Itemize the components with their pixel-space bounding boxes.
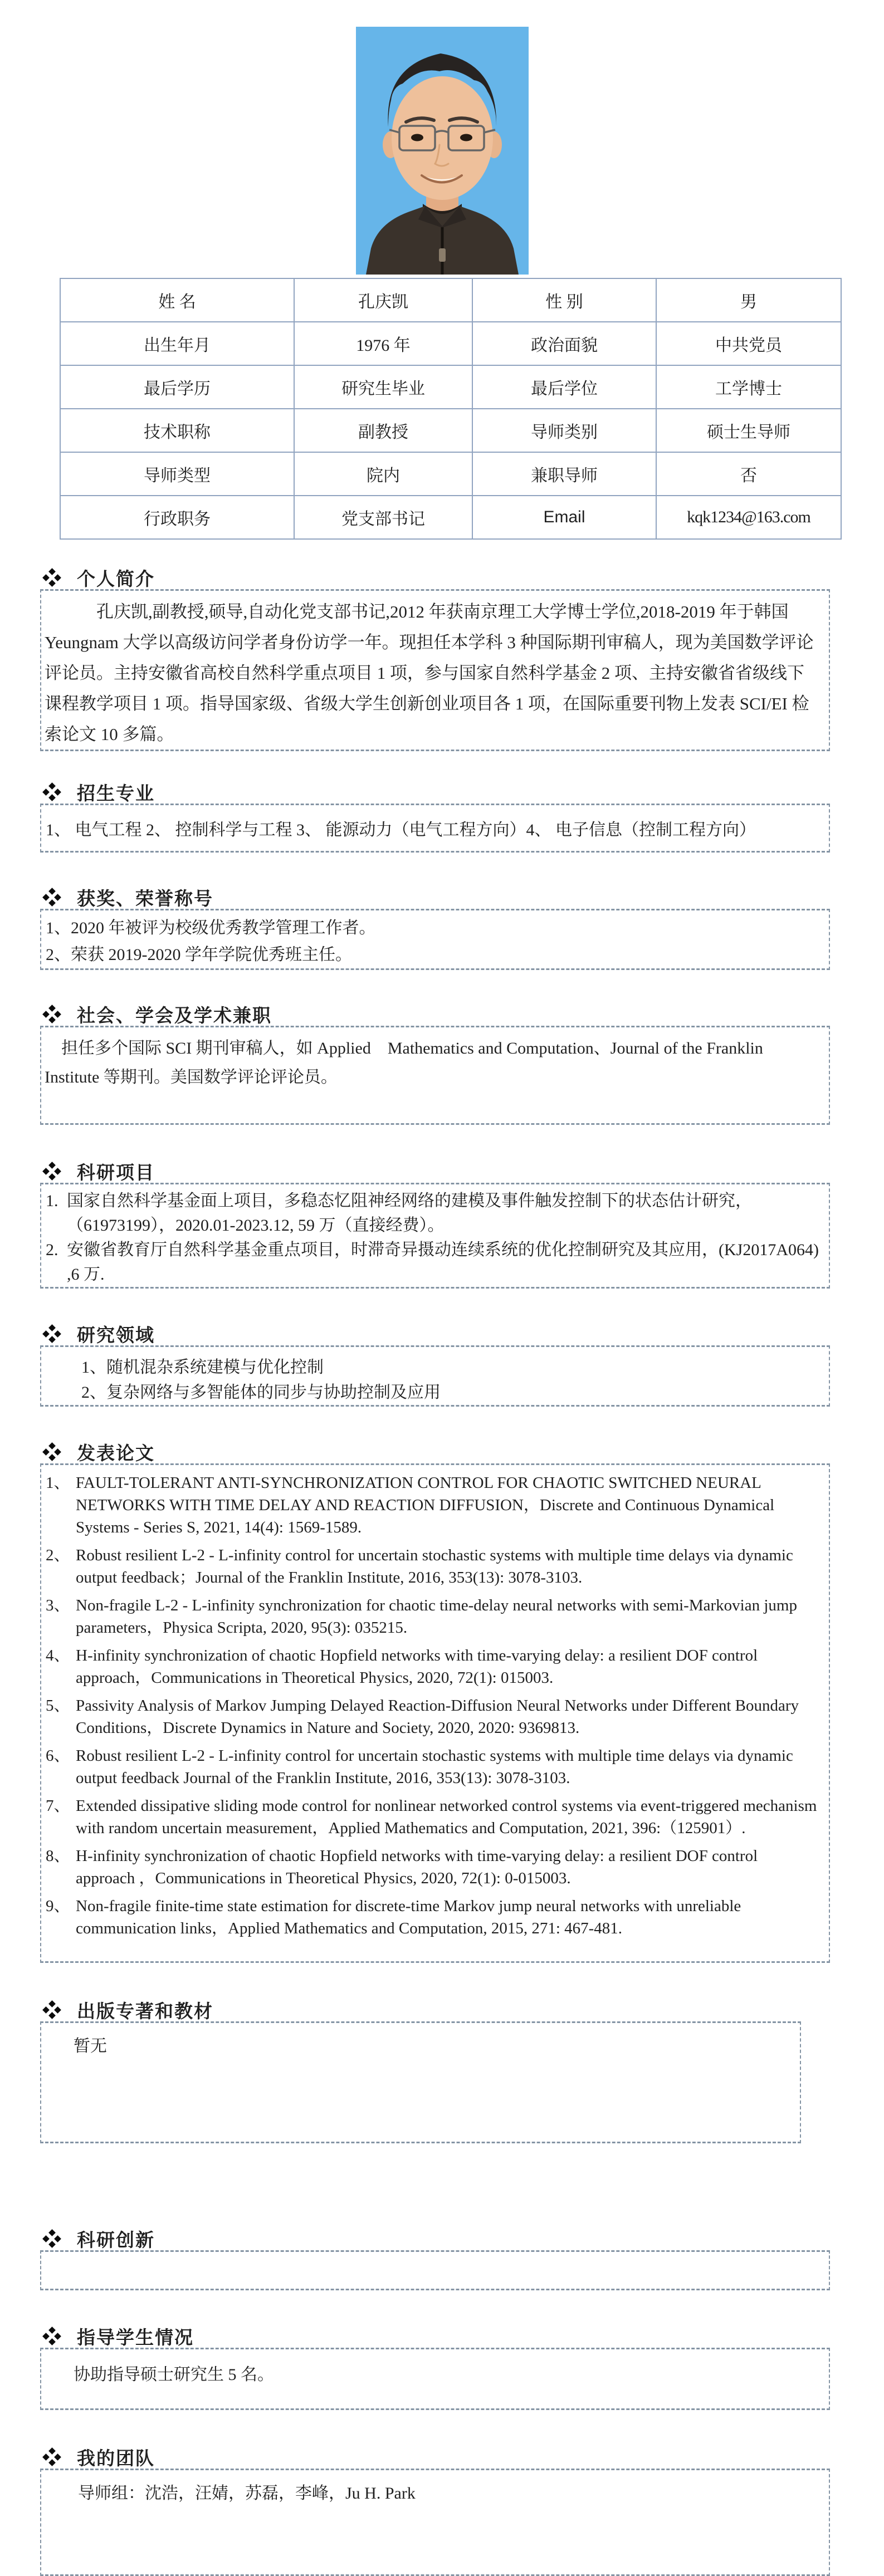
publication-item (41, 1895, 819, 1940)
diamond-bullet-icon (43, 783, 60, 800)
publication-number: 8、 (46, 1847, 70, 1865)
field-value: 副教授 (294, 409, 472, 452)
project-text: 安徽省教育厅自然科学基金重点项目，时滞奇异摄动连续系统的优化控制研究及其应用，(KJ2017A064) ,6 万. (67, 1241, 819, 1284)
diamond-bullet-icon (43, 2328, 60, 2344)
section-header-awards (43, 885, 884, 909)
field-item: 1、随机混杂系统建模与优化控制 (81, 1358, 324, 1377)
diamond-bullet-icon (43, 2230, 60, 2247)
memberships-text: 担任多个国际 SCI 期刊审稿人，如 Applied Mathematics and Computation、Journal of the Franklin Institute 等期刊。美国数学评论评论员。 (45, 1039, 780, 1086)
project-item (41, 1189, 821, 1238)
field-value: 工学博士 (656, 365, 841, 409)
field-value: 1976 年 (294, 322, 472, 365)
students-text: 协助指导硕士研究生 5 名。 (74, 2366, 274, 2384)
section-box-publications (40, 1463, 830, 1963)
field-label: 兼职导师 (472, 452, 656, 496)
table-row (60, 365, 841, 409)
publication-item (41, 1695, 819, 1739)
publication-item (41, 1845, 819, 1889)
publication-text: H-infinity synchronization of chaotic Hopfield networks with time-varying delay: a resilient DOF control approach，Communications in Theoretical Physics, 2020, 72(1): 015003. (76, 1647, 758, 1687)
photo-area (0, 0, 884, 275)
section-title: 发表论文 (77, 1443, 155, 1464)
publication-text: Extended dissipative sliding mode control for nonlinear networked control systems via event-triggered mechanism with random uncertain measurement，Applied Mathematics and Computation, 2021, 396:（125901）. (76, 1797, 817, 1837)
section-title: 出版专著和教材 (77, 2001, 213, 2022)
email-value: kqk1234@163.com (656, 496, 841, 539)
section-box-majors (40, 804, 830, 853)
section-box-projects (40, 1183, 830, 1289)
field-label: 政治面貌 (472, 322, 656, 365)
project-item (41, 1238, 821, 1287)
publication-item (41, 1594, 819, 1639)
field-value: 院内 (294, 452, 472, 496)
section-title: 社会、学会及学术兼职 (77, 1006, 272, 1026)
field-label: 导师类型 (60, 452, 294, 496)
publication-text: Passivity Analysis of Markov Jumping Delayed Reaction-Diffusion Neural Networks under Different Boundary Conditions，Discrete Dynamics in Nature and Society, 2020, 2020: 9369813. (76, 1697, 799, 1737)
diamond-bullet-icon (43, 569, 60, 586)
section-title: 招生专业 (77, 783, 155, 804)
table-row (60, 322, 841, 365)
section-header-publications (43, 1440, 884, 1463)
publication-item (41, 1644, 819, 1689)
publication-number: 4、 (46, 1647, 70, 1664)
publication-number: 6、 (46, 1747, 70, 1765)
project-number: 1. (46, 1192, 58, 1210)
table-row (60, 452, 841, 496)
publication-item (41, 1745, 819, 1789)
section-title: 科研创新 (77, 2230, 155, 2251)
section-header-books (43, 1998, 884, 2021)
section-header-fields (43, 1322, 884, 1345)
books-text: 暂无 (74, 2037, 107, 2055)
section-box-team (40, 2469, 830, 2576)
publication-text: H-infinity synchronization of chaotic Hopfield networks with time-varying delay: a resilient DOF control approach ，Communications in Theoretical Physics, 2020, 72(1): 0-015003. (76, 1847, 758, 1887)
publication-number: 3、 (46, 1596, 70, 1614)
section-header-projects (43, 1159, 884, 1183)
diamond-bullet-icon (43, 2448, 60, 2465)
field-label: 最后学位 (472, 365, 656, 409)
field-label: 导师类别 (472, 409, 656, 452)
publication-item (41, 1472, 819, 1539)
section-box-innovation (40, 2250, 830, 2290)
portrait-photo (356, 27, 529, 275)
section-box-students (40, 2348, 830, 2410)
diamond-bullet-icon (43, 1443, 60, 1460)
field-value: 中共党员 (656, 322, 841, 365)
field-value: 党支部书记 (294, 496, 472, 539)
project-number: 2. (46, 1241, 58, 1259)
intro-text: 孔庆凯,副教授,硕导,自动化党支部书记,2012 年获南京理工大学博士学位,2018-2019 年于韩国 Yeungnam 大学以高级访问学者身份访学一年。现担任本学科 3 种国际期刊审稿人，现为美国数学评论评论员。主持安徽省高校自然科学重点项目 1 项，参与国家自然科学基金 2 项、主持安徽省省级线下课程教学项目 1 项。指导国家级、省级大学生创新创业项目各 1 项，在国际重要刊物上发表 SCI/EI 检索论文 10 多篇。 (45, 602, 814, 744)
section-header-team (43, 2445, 884, 2469)
diamond-bullet-icon (43, 1163, 60, 1179)
section-header-innovation (43, 2227, 884, 2250)
section-header-students (43, 2324, 884, 2348)
field-label: 最后学历 (60, 365, 294, 409)
section-box-memberships (40, 1026, 830, 1125)
table-row (60, 278, 841, 322)
publication-text: Robust resilient L-2 - L-infinity control for uncertain stochastic systems with multiple time delays via dynamic output feedback；Journal of the Franklin Institute, 2016, 353(13): 3078-3103. (76, 1546, 793, 1586)
field-value: 研究生毕业 (294, 365, 472, 409)
publication-number: 2、 (46, 1546, 70, 1564)
field-label: 行政职务 (60, 496, 294, 539)
publication-item (41, 1544, 819, 1589)
diamond-bullet-icon (43, 1325, 60, 1342)
publication-text: Non-fragile L-2 - L-infinity synchronization for chaotic time-delay neural networks with semi-Markovian jump parameters，Physica Scripta, 2020, 95(3): 035215. (76, 1596, 797, 1637)
diamond-bullet-icon (43, 1006, 60, 1022)
email-label: Email (472, 496, 656, 539)
field-label: 出生年月 (60, 322, 294, 365)
publication-number: 7、 (46, 1797, 70, 1815)
field-value: 孔庆凯 (294, 278, 472, 322)
field-value: 男 (656, 278, 841, 322)
section-box-intro (40, 589, 830, 751)
award-item: 1、2020 年被评为校级优秀教学管理工作者。 (46, 919, 376, 937)
section-title: 获奖、荣誉称号 (77, 889, 213, 909)
publication-number: 1、 (46, 1474, 70, 1492)
section-header-memberships (43, 1002, 884, 1026)
field-value: 否 (656, 452, 841, 496)
publication-number: 5、 (46, 1697, 70, 1715)
section-header-majors (43, 780, 884, 804)
publication-item (41, 1795, 819, 1839)
publication-text: Non-fragile finite-time state estimation for discrete-time Markov jump neural networks with unreliable communication links，Applied Mathematics and Computation, 2015, 271: 467-481. (76, 1897, 741, 1937)
section-box-books (40, 2021, 801, 2143)
project-text: 国家自然科学基金面上项目，多稳态忆阻神经网络的建模及事件触发控制下的状态估计研究，（61973199），2020.01-2023.12, 59 万（直接经费）。 (67, 1192, 752, 1235)
section-title: 指导学生情况 (77, 2328, 194, 2348)
field-label: 性 别 (472, 278, 656, 322)
section-title: 科研项目 (77, 1163, 155, 1183)
section-title: 我的团队 (77, 2448, 155, 2469)
section-title: 研究领域 (77, 1325, 155, 1346)
diamond-bullet-icon (43, 2001, 60, 2018)
field-value: 硕士生导师 (656, 409, 841, 452)
section-box-awards (40, 909, 830, 970)
field-label: 姓 名 (60, 278, 294, 322)
table-row (60, 496, 841, 539)
basic-info-table (60, 278, 842, 540)
publication-text: FAULT-TOLERANT ANTI-SYNCHRONIZATION CONTROL FOR CHAOTIC SWITCHED NEURAL NETWORKS WITH TIME DELAY AND REACTION DIFFUSION，Discrete and Continuous Dynamical Systems - Series S, 2021, 14(4): 1569-1589. (76, 1474, 775, 1536)
diamond-bullet-icon (43, 889, 60, 905)
table-row (60, 409, 841, 452)
team-text: 导师组：沈浩，汪婧，苏磊，李峰，Ju H. Park (78, 2484, 416, 2502)
publication-number: 9、 (46, 1897, 70, 1915)
field-label: 技术职称 (60, 409, 294, 452)
section-header-intro (43, 566, 884, 589)
publication-text: Robust resilient L-2 - L-infinity control for uncertain stochastic systems with multiple time delays via dynamic output feedback Journal of the Franklin Institute, 2016, 353(13): 3078-3103. (76, 1747, 793, 1787)
majors-text: 1、 电气工程 2、 控制科学与工程 3、 能源动力（电气工程方向）4、 电子信息（控制工程方向） (46, 821, 756, 839)
award-item: 2、荣获 2019-2020 学年学院优秀班主任。 (46, 946, 352, 964)
section-title: 个人简介 (77, 569, 155, 590)
section-box-fields (40, 1345, 830, 1407)
field-item: 2、复杂网络与多智能体的同步与协助控制及应用 (81, 1383, 441, 1402)
